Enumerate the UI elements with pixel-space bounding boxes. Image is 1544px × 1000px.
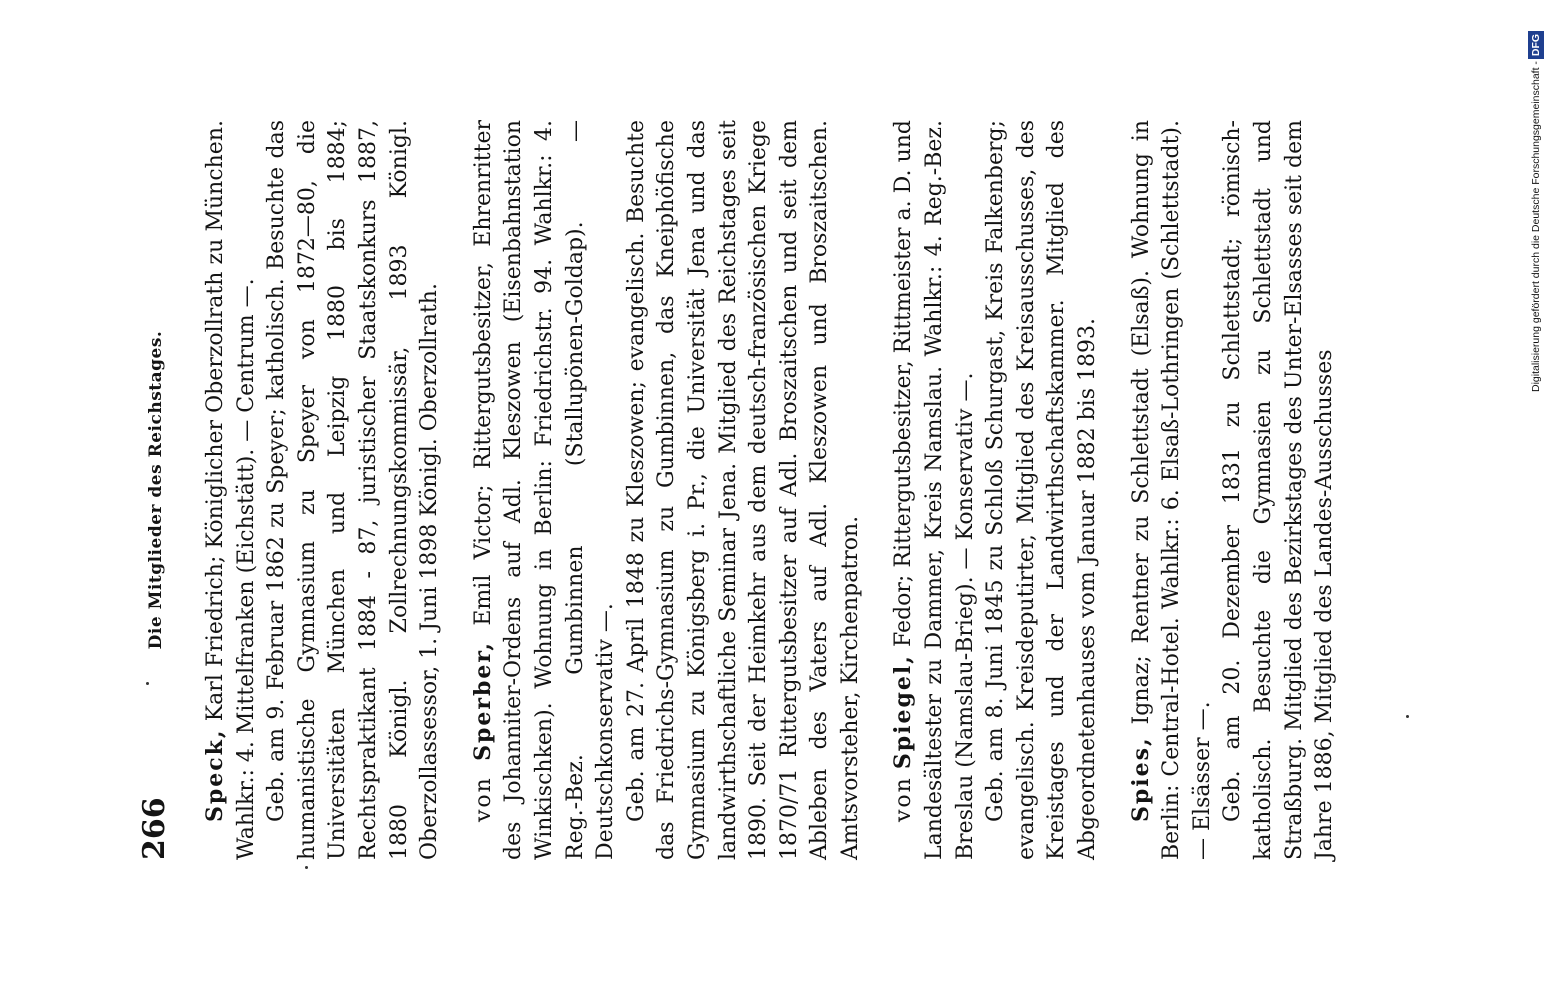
entry-summary-text: Fedor; Rittergutsbesitzer, Rittmeister a. D. und Landesältester zu Dammer, Kreis Namslau. Wahlkr.: 4. Reg.-Bez. Breslau (Namslau-Brieg). — Konservativ —. [891,119,978,860]
entry-summary-text: Karl Friedrich; Königlicher Oberzollrath zu München. Wahlkr.: 4. Mittelfranken (Eichstätt). — Centrum —. [203,120,259,860]
scan-speck [305,866,308,869]
running-head: Die Mitglieder des Reichstages. [146,330,166,650]
entry-biography: Geb. am 27. April 1848 zu Kleszowen; evangelisch. Besuchte das Friedrichs-Gymnasium zu Gumbinnen, das Kneiphöfische Gymnasium zu Königsberg i. Pr., die Universität Jena und das landwirthschaftliche Seminar Jena. Mitglied des Reichstages seit 1890. Seit der Heimkehr aus dem deutsch-französischen Kriege 1870/71 Rittergutsbesitzer auf Adl. Broszaitschen und seit dem Ableben des Vaters auf Adl. Kleszowen und Broszaitschen. Amtsvorsteher, Kirchenpatron. [623,120,863,860]
member-entry-spiegel [888,120,1103,860]
digitization-note [1528,8,1544,392]
entry-summary [200,120,262,860]
member-entry-sperber [468,120,867,860]
member-name: Spies, [1127,736,1154,822]
member-name: Sperber, [469,640,496,761]
page-number: 266 [137,797,172,860]
page-header [138,120,178,860]
scan-speck [1406,715,1409,718]
name-prefix: von [470,776,496,822]
entry-summary-text: Emil Victor; Rittergutsbesitzer, Ehrenritter des Johanniter-Ordens auf Adl. Kleszowen (Eisenbahnstation Winkischken). Wohnung in Berlin: Friedrichstr. 94. Wahlkr.: 4. Reg.-Bez. Gumbinnen (Stallupönen-Goldap). — Deutschkonservativ —. [470,119,619,860]
member-entry-spies [1126,120,1341,860]
entry-summary-text: Ignaz; Rentner zu Schlettstadt (Elsaß). Wohnung in Berlin: Central-Hotel. Wahlkr.: 6. Elsaß-Lothringen (Schlettstadt). — Elsässer —. [1128,119,1215,860]
scan-speck [146,682,149,685]
entry-biography: Geb. am 8. Juni 1845 zu Schloß Schurgast, Kreis Falkenberg; evangelisch. Kreisdeputirter, Mitglied des Kreisausschusses, des Kreistages und der Landwirthschaftskammer. Mitglied des Abgeordnetenhauses vom Januar 1882 bis 1893. [983,120,1101,860]
name-prefix: von [891,776,917,822]
entry-biography: Geb. am 9. Februar 1862 zu Speyer; katholisch. Besuchte das humanistische Gymnasium zu Speyer von 1872—80, die Universitäten München und Leipzig 1880 bis 1884; Rechtspraktikant 1884 - 87, juristischer Staatskonkurs 1887, 1880 Königl. Zollrechnungskommissär, 1893 Königl. Oberzollassessor, 1. Juni 1898 Königl. Oberzollrath. [264,120,443,860]
entry-biography: Geb. am 20. Dezember 1831 zu Schlettstadt; römisch-katholisch. Besuchte die Gymnasien zu Schlettstadt und Straßburg. Mitglied des Bezirkstages des Unter-Elsasses seit dem Jahre 1886, Mitglied des Landes-Ausschusses [1220,120,1338,860]
entry-summary [468,120,622,860]
dfg-logo: DFG [1528,31,1544,59]
book-page [138,120,1378,860]
member-name: Spiegel, [890,654,917,770]
member-entry-speck [200,120,446,860]
entry-summary [888,120,981,860]
member-name: Speck, [202,728,228,822]
digitization-note-text: Digitalisierung gefördert durch die Deutsche Forschungsgemeinschaft - [1530,61,1542,392]
entry-summary [1126,120,1219,860]
